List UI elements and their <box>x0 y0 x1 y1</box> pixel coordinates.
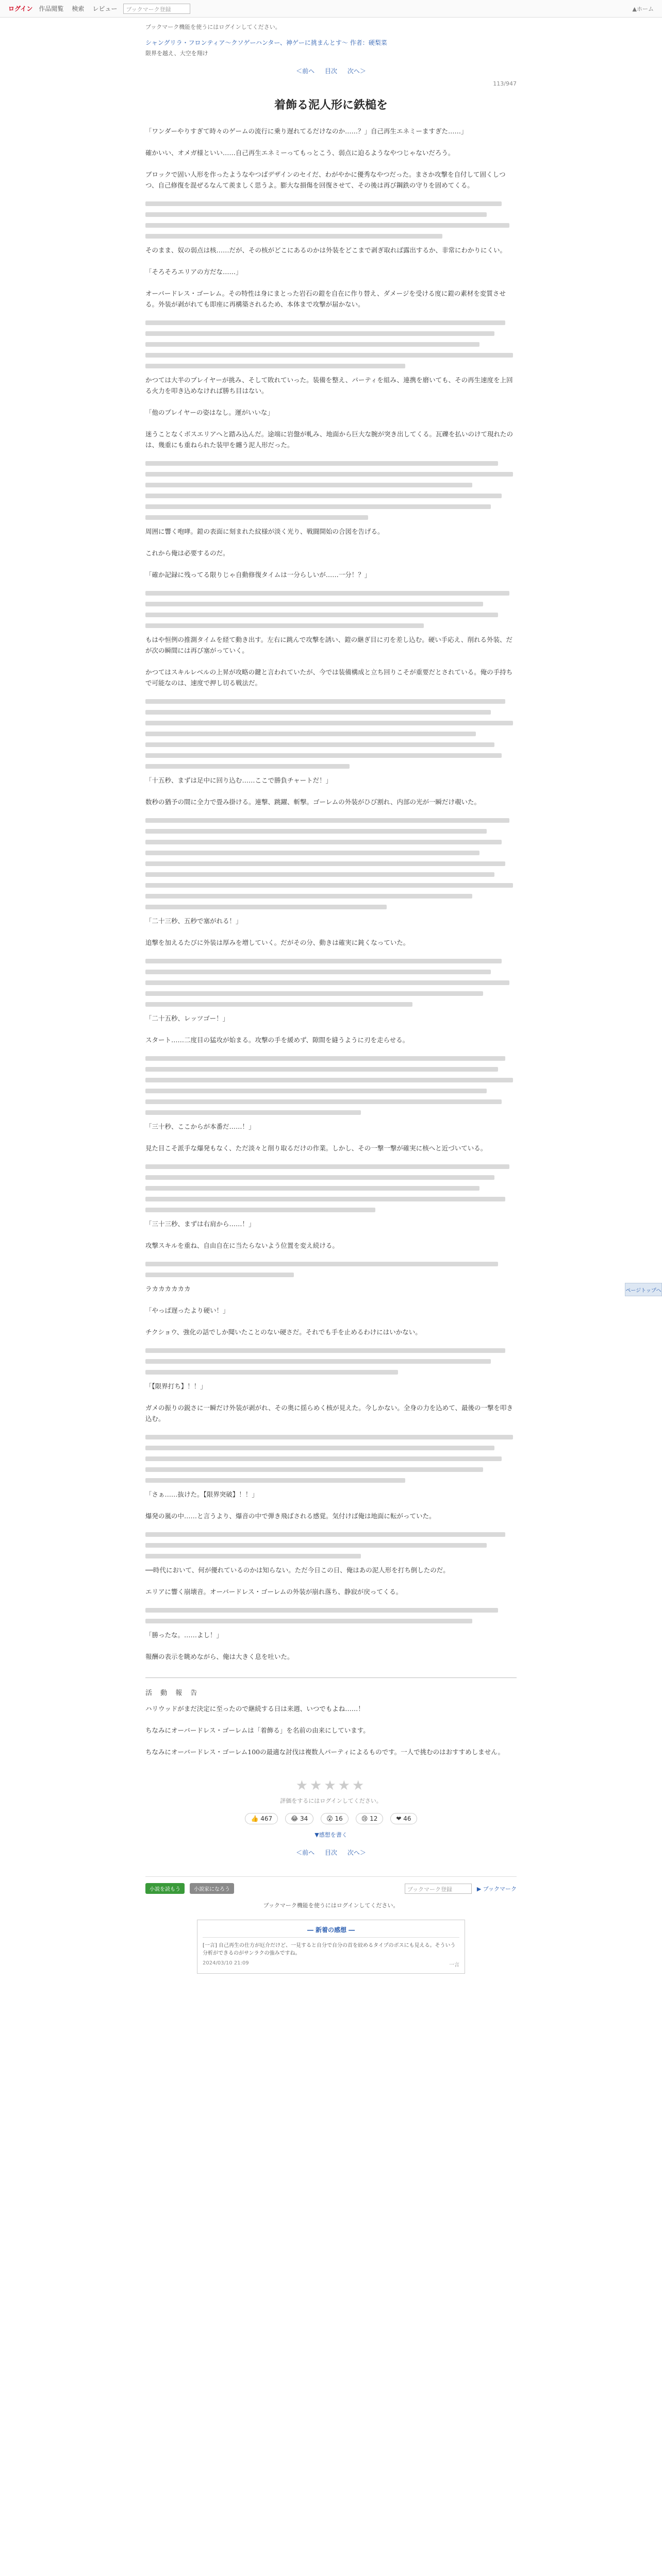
login-link[interactable]: ログイン <box>8 5 33 12</box>
paragraph: 「二十五秒、レッツゴー！」 <box>145 1014 229 1022</box>
site-tag-read[interactable]: 小説を読もう <box>145 1883 185 1894</box>
review-text: [一言] 自己再生の仕方が厄介だけど、一見すると自分で自分の首を絞めるタイプのボスにも見える。そういう分析ができるのがサンラクの強みですね。 <box>203 1943 456 1956</box>
text-line <box>145 1348 505 1353</box>
bookmark-login-note: ブックマーク機能を使うにはログインしてください。 <box>263 1902 399 1909</box>
prev-link[interactable]: ＜前へ <box>296 1849 315 1856</box>
text-line <box>145 1186 479 1191</box>
paragraph: 攻撃スキルを重ね、自由自在に当たらないよう位置を変え続ける。 <box>145 1242 339 1249</box>
text-line <box>145 1110 361 1115</box>
paragraph: 周囲に響く咆哮。鎧の表面に刻まれた紋様が淡く光り、戦闘開始の合図を告げる。 <box>145 528 384 535</box>
reaction-heart[interactable]: ❤ 46 <box>390 1813 417 1824</box>
text-line <box>145 1067 498 1072</box>
paragraph: ──時代において、何が優れているのかは知らない。ただ今日この日、俺はあの泥人形を打ち倒したのだ。 <box>145 1566 450 1574</box>
text-line <box>145 1359 491 1364</box>
next-link[interactable]: 次へ＞ <box>347 67 366 75</box>
paragraph: 「三十秒、ここからが本番だ……！」 <box>145 1123 255 1130</box>
paragraph: ブロックで固い人形を作ったようなやつばデザインのセイだ、わがやかに優秀なやつだった。まさか攻撃を自付して固くしつつ、自己修復を混ぜるなんて羨ましく思うよ。膨大な損傷を回復させて、その後は再び鋼鉄の守りを固めてくる。 <box>145 171 506 189</box>
afterword-divider <box>145 1677 517 1678</box>
text-line <box>145 829 487 834</box>
next-link[interactable]: 次へ＞ <box>347 1849 366 1856</box>
text-line <box>145 1002 412 1007</box>
text-line <box>145 1175 494 1180</box>
text-line <box>145 861 505 866</box>
nav-review[interactable]: レビュー <box>92 5 118 12</box>
write-review-link[interactable]: ▼感想を書く <box>315 1832 347 1838</box>
paragraph: 「【限界打ち】！！」 <box>145 1382 207 1390</box>
text-line <box>145 320 505 325</box>
paragraph: スタート……二度目の猛攻が始まる。攻撃の手を緩めず、隙間を縫うように刃を走らせる。 <box>145 1036 409 1044</box>
bookmark-notice: ブックマーク機能を使うにはログインしてください。 <box>145 24 281 30</box>
toc-link[interactable]: 目次 <box>324 1849 337 1856</box>
paragraph: オーバードレス・ゴーレム。その特性は身にまとった岩石の鎧を自在に作り替え、ダメージを受ける度に鎧の素材を変質させる。外装が剥がれても即座に再構築されるため、本体まで攻撃が届かない。 <box>145 290 506 308</box>
text-line <box>145 1056 505 1061</box>
paragraph: 「二十三秒、五秒で塞がれる！」 <box>145 917 242 925</box>
paragraph: 確かいい、オメガ様といい……自己再生エネミーってもっとこう、弱点に迫るようなやつじゃないだろう。 <box>145 149 455 157</box>
text-line <box>145 602 483 606</box>
text-line <box>145 461 498 466</box>
paragraph: 報酬の表示を眺めながら、俺は大きく息を吐いた。 <box>145 1653 294 1660</box>
text-line <box>145 353 513 358</box>
text-line <box>145 1078 513 1082</box>
paragraph: エリアに響く崩壊音。オーバードレス・ゴーレムの外装が崩れ落ち、静寂が戻ってくる。 <box>145 1588 403 1596</box>
pager-bottom <box>145 1848 517 1857</box>
review-meta <box>203 1960 459 1968</box>
text-line <box>145 623 424 628</box>
paragraph: 見た目こそ派手な爆発もなく、ただ淡々と削り取るだけの作業。しかし、その一撃一撃が確実に核へと近づいている。 <box>145 1144 487 1152</box>
text-line <box>145 234 442 239</box>
top-nav <box>39 4 117 13</box>
afterword-paragraph: ハリウッドがまだ決定に至ったので継続する日は来週、いつでもよね……！ <box>145 1705 365 1713</box>
nav-browse[interactable]: 作品閲覧 <box>39 5 64 12</box>
reaction-surprise[interactable]: 😮 16 <box>321 1813 349 1824</box>
home-link[interactable]: ▲ホーム <box>632 5 654 12</box>
text-line <box>145 483 472 487</box>
toc-link[interactable]: 目次 <box>324 67 337 75</box>
paragraph: 「三十三秒、まずは右肩から……！」 <box>145 1220 255 1228</box>
text-line <box>145 1208 375 1212</box>
bottom-bar <box>145 1876 517 1894</box>
text-line <box>145 1099 502 1104</box>
paragraph: 追撃を加えるたびに外装は厚みを増していく。だがその分、動きは確実に鈍くなっていた。 <box>145 939 410 946</box>
text-line <box>145 212 487 217</box>
rating-stars[interactable]: ★★★★★ <box>295 1778 367 1793</box>
rating-section <box>145 1778 517 1839</box>
text-line <box>145 223 509 228</box>
text-line <box>145 840 502 844</box>
paragraph: かつてはスキルレベルの上昇が攻略の鍵と言われていたが、今では装備構成と立ち回りこそが重要だとされている。俺の手持ちで可能なのは、速度で押し切る戦法だ。 <box>145 668 513 687</box>
chapter-title: 着飾る泥人形に鉄槌を <box>274 98 388 112</box>
prev-link[interactable]: ＜前へ <box>296 67 315 75</box>
main-content <box>145 23 517 1974</box>
text-line <box>145 1262 498 1266</box>
reaction-bar <box>145 1813 517 1824</box>
text-line <box>145 201 502 206</box>
paragraph: かつては大半のプレイヤーが挑み、そして敗れていった。装備を整え、パーティを組み、連携を磨いても、その再生速度を上回る火力を叩き込めなければ勝ち目はない。 <box>145 376 513 395</box>
text-line <box>145 1197 505 1201</box>
paragraph: 「ワンダーやりすぎて時々のゲームの流行に乗り遅れてるだけなのか……？」自己再生エネミーますぎた……」 <box>145 127 468 135</box>
afterword-title: 活 動 報 告 <box>145 1689 201 1697</box>
bookmark-button[interactable]: ▶ ブックマーク <box>476 1885 517 1892</box>
afterword-body <box>145 1703 517 1757</box>
paragraph: ラカカカカカカ <box>145 1285 191 1293</box>
text-line <box>145 1370 398 1375</box>
paragraph: 迷うことなくボスエリアへと踏み込んだ。途端に岩盤が軋み、地面から巨大な腕が突き出してくる。瓦礫を払いのけて現れたのは、幾重にも重ねられた装甲を纏う泥人形だった。 <box>145 430 514 449</box>
text-line <box>145 894 472 899</box>
afterword-paragraph: ちなみにオーバードレス・ゴーレム100の最適な討伐は複数人パーティによるものです。一人で挑むのはおすすめしません。 <box>145 1748 504 1756</box>
paragraph: 「十五秒、まずは足中に回り込む……ここで勝負チャートだ！」 <box>145 776 333 784</box>
text-line <box>145 1619 472 1623</box>
site-tag-narou[interactable]: 小説家になろう <box>190 1883 234 1894</box>
review-title: ― 新着の感想 ― <box>203 1925 459 1938</box>
text-line <box>145 342 479 347</box>
paragraph: もはや恒例の推測タイムを経て動き出す。左右に跳んで攻撃を誘い、鎧の継ぎ目に刃を差し込む。硬い手応え、削れる外装、だが次の瞬間には再び塞がっていく。 <box>145 636 513 654</box>
text-line <box>145 764 350 769</box>
text-line <box>145 591 509 596</box>
paragraph: ガメの振りの鋭さに一瞬だけ外装が剥がれ、その奥に揺らめく核が見えた。今しかない。全身の力を込めて、最後の一撃を叩き込む。 <box>145 1404 514 1422</box>
bookmark-field[interactable]: ブックマーク登録 <box>405 1884 472 1894</box>
paragraph: これから俺は必要するのだ。 <box>145 549 229 557</box>
text-line <box>145 818 509 823</box>
bookmark-field[interactable]: ブックマーク登録 <box>123 4 190 14</box>
review-date: 2024/03/10 21:09 <box>203 1960 249 1966</box>
text-line <box>145 959 502 963</box>
text-line <box>145 364 405 368</box>
text-line <box>145 1446 494 1450</box>
text-line <box>145 494 502 498</box>
text-line <box>145 331 494 336</box>
series-title[interactable]: シャングリラ・フロンティア〜クソゲーハンター、神ゲーに挑まんとす〜 作者：硬梨菜 <box>145 39 387 46</box>
chapter-counter: 113/947 <box>493 80 517 87</box>
pager-top <box>145 66 517 75</box>
text-line <box>145 710 491 715</box>
bookmark-controls <box>399 1884 517 1894</box>
text-line <box>145 872 494 877</box>
reaction-like[interactable]: 👍 467 <box>245 1813 278 1824</box>
text-line <box>145 742 494 747</box>
text-line <box>145 1543 487 1548</box>
afterword-paragraph: ちなみにオーバードレス・ゴーレムは「着飾る」を名前の由来にしています。 <box>145 1726 370 1734</box>
text-line <box>145 1456 502 1461</box>
text-line <box>145 970 491 974</box>
reaction-laugh[interactable]: 😂 34 <box>285 1813 313 1824</box>
text-line <box>145 1435 513 1439</box>
chapter-body <box>145 126 517 1662</box>
text-line <box>145 1532 505 1537</box>
text-line <box>145 883 513 888</box>
top-bar <box>0 0 662 18</box>
series-subtitle: 限界を越え、大空を翔け <box>145 50 208 57</box>
text-line <box>145 1608 498 1613</box>
paragraph: 「勝ったな。……よし！」 <box>145 1631 223 1639</box>
paragraph: 「確か記録に残ってる限りじゃ自動修復タイムは一分らしいが……一分！？」 <box>145 571 371 579</box>
paragraph: そのまま、奴の弱点は核……だが、その核がどこにあるのかは外装をどこまで剥ぎ取れば露出するか、非常にわかりにくい。 <box>145 246 507 254</box>
text-line <box>145 991 483 996</box>
paragraph: 数秒の猶予の間に全力で畳み掛ける。連撃、跳躍、斬撃。ゴーレムの外装がひび割れ、内部の光が一瞬だけ覗いた。 <box>145 798 481 806</box>
paragraph: 「やっぱ遅ったより硬い！」 <box>145 1307 229 1314</box>
review-type: 一言 <box>449 1962 459 1968</box>
text-line <box>145 1273 294 1277</box>
text-line <box>145 1164 509 1169</box>
paragraph: 「他のプレイヤーの姿はなし。運がいいな」 <box>145 409 274 416</box>
text-line <box>145 699 505 704</box>
paragraph: チクショウ、強化の話でしか聞いたことのない硬さだ。それでも手を止めるわけにはいかない。 <box>145 1328 422 1336</box>
page-top-tab[interactable]: ページトップへ <box>625 1283 662 1296</box>
text-line <box>145 1467 483 1472</box>
text-line <box>145 613 498 617</box>
nav-search[interactable]: 検索 <box>72 5 85 12</box>
text-line <box>145 515 368 520</box>
text-line <box>145 1554 361 1558</box>
reaction-sad[interactable]: 😢 12 <box>356 1813 384 1824</box>
text-line <box>145 732 476 736</box>
text-line <box>145 1089 487 1093</box>
text-line <box>145 851 479 855</box>
text-line <box>145 504 491 509</box>
text-line <box>145 721 513 725</box>
paragraph: 「そろそろエリアの方だな……」 <box>145 268 242 276</box>
latest-review <box>197 1920 465 1974</box>
paragraph: 「さぁ……抜けた。【限界突破】！！」 <box>145 1490 258 1498</box>
rating-note: 評価をするにはログインしてください。 <box>280 1798 382 1804</box>
text-line <box>145 753 502 758</box>
text-line <box>145 980 509 985</box>
paragraph: 爆発の嵐の中……と言うより、爆音の中で弾き飛ばされる感覚。気付けば俺は地面に転がっていた。 <box>145 1512 436 1520</box>
text-line <box>145 1478 405 1483</box>
text-line <box>145 905 387 909</box>
text-line <box>145 472 513 477</box>
